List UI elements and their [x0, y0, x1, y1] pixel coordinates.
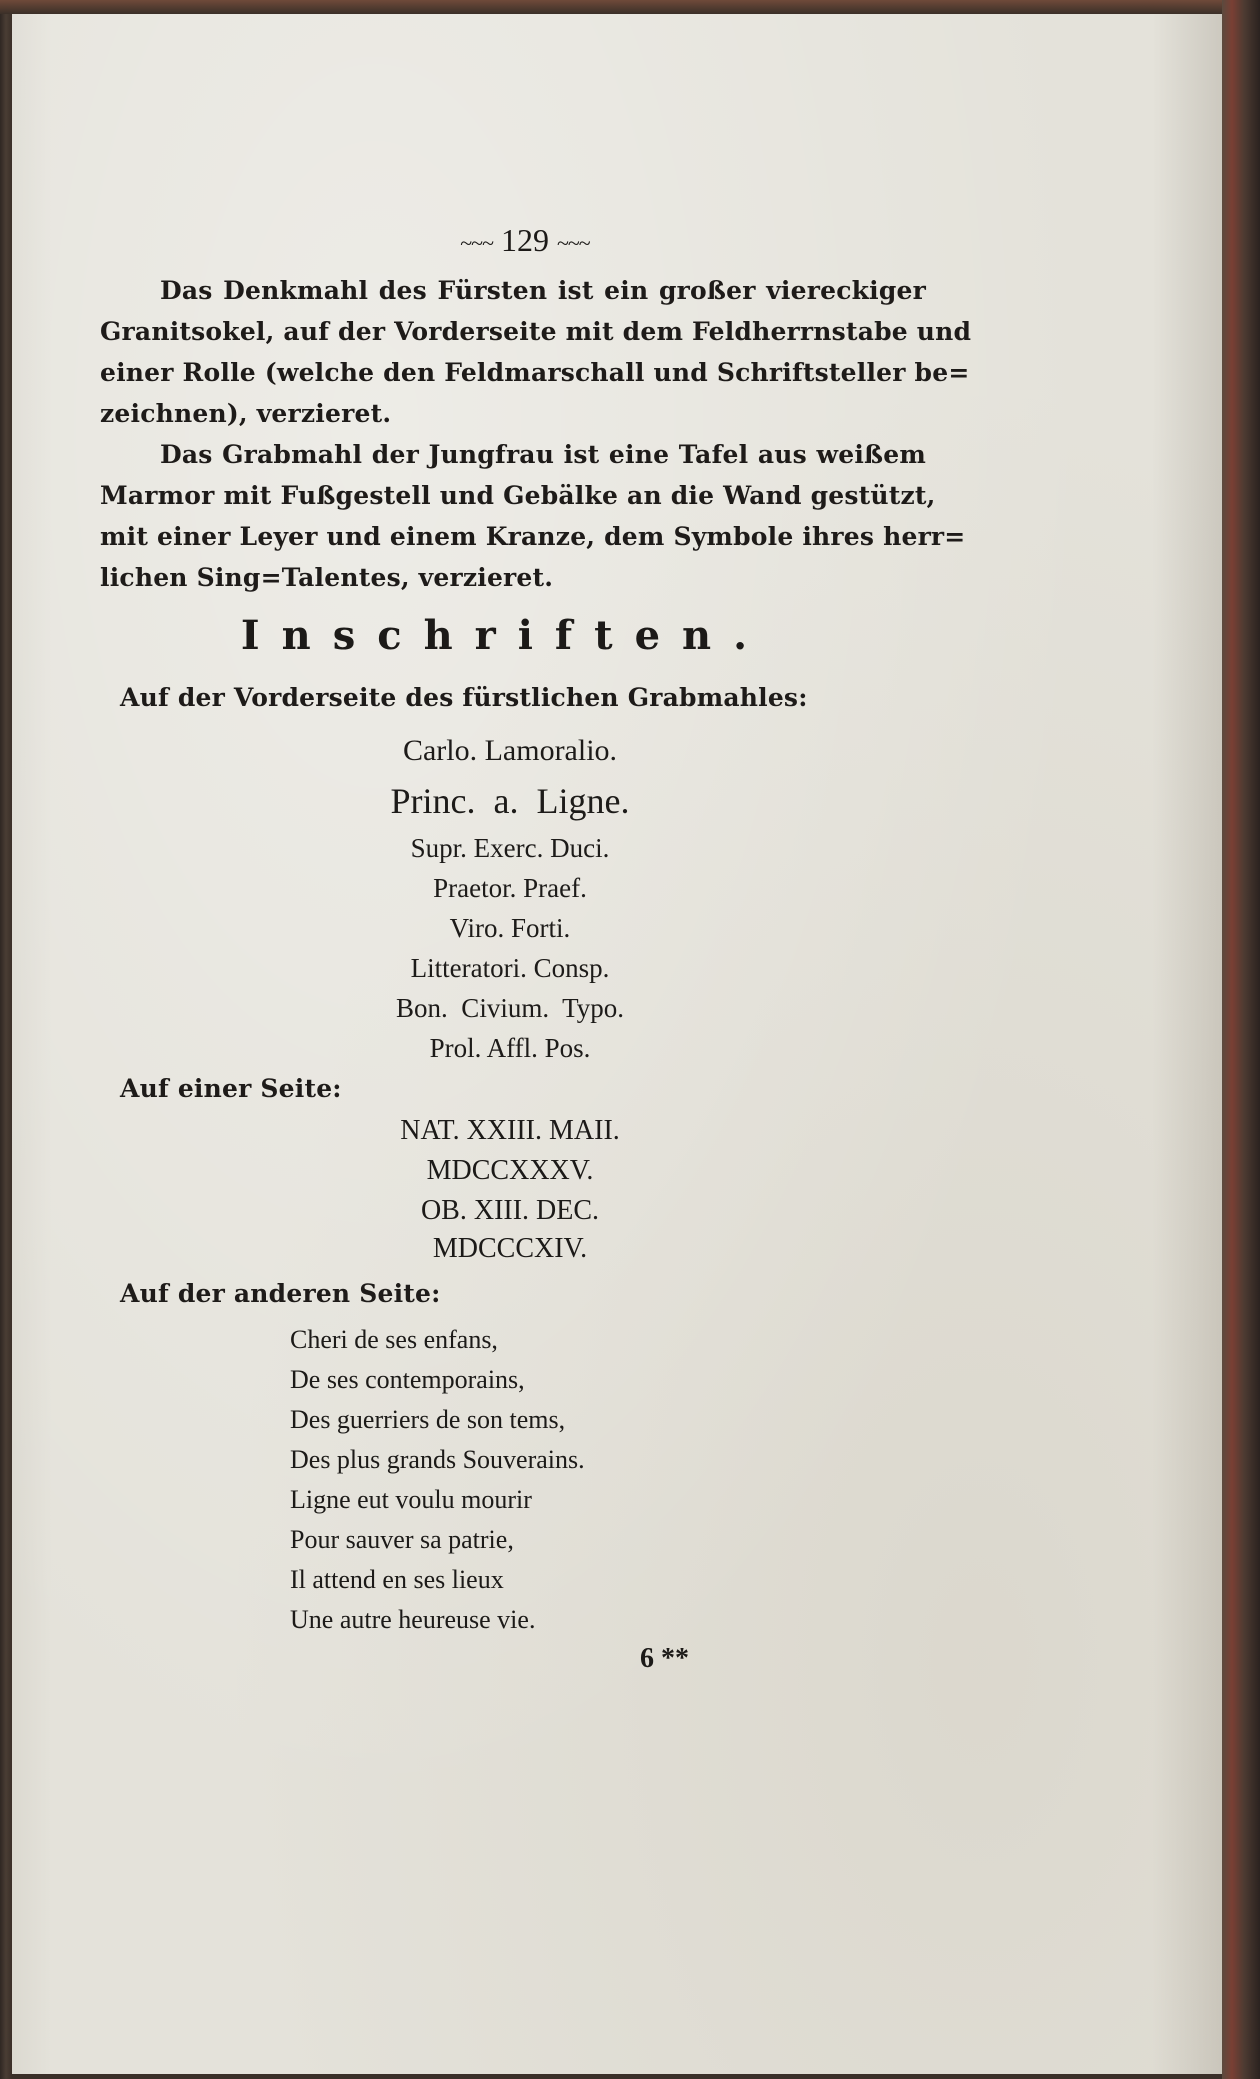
side1-inscription-line-3: OB. XIII. DEC. [420, 1195, 600, 1226]
paragraph1-line-1: Das Denkmahl des Fürsten ist ein großer viereckiger [160, 276, 926, 305]
front-inscription-line-7: Bon. Civium. Typo. [396, 993, 624, 1023]
paragraph2-line-4: lichen Sing=Talentes, verzieret. [100, 563, 554, 592]
signature-mark: 6 ** [640, 1643, 689, 1674]
side2-poem-line-8: Une autre heureuse vie. [290, 1605, 536, 1634]
front-inscription-line-3: Supr. Exerc. Duci. [410, 833, 610, 863]
front-inscription-line-1: Carlo. Lamoralio. [402, 734, 618, 767]
header-ornament-right: ~~~ [557, 230, 590, 256]
side2-poem-line-2: De ses contemporains, [290, 1365, 525, 1394]
front-inscription-line-2: Princ. a. Ligne. [390, 781, 630, 821]
page-header [400, 222, 650, 259]
side2-label: Auf der anderen Seite: [120, 1279, 441, 1308]
side1-inscription-line-4: MDCCCXIV. [432, 1233, 588, 1264]
paragraph1-line-3: einer Rolle (welche den Feldmarschall und Schriftsteller be= [100, 358, 970, 387]
side2-poem-line-4: Des plus grands Souverains. [290, 1445, 585, 1474]
side2-poem-line-6: Pour sauver sa patrie, [290, 1525, 514, 1554]
paragraph1-line-2: Granitsokel, auf der Vorderseite mit dem Feldherrnstabe und [100, 317, 972, 346]
side2-poem-line-3: Des guerriers de son tems, [290, 1405, 566, 1434]
front-inscription-line-5: Viro. Forti. [449, 913, 571, 943]
front-label: Auf der Vorderseite des fürstlichen Grabmahles: [120, 683, 808, 712]
side1-label: Auf einer Seite: [120, 1074, 342, 1103]
page-number: 129 [501, 222, 549, 258]
front-inscription-line-8: Prol. Affl. Pos. [429, 1033, 591, 1063]
header-ornament-left: ~~~ [460, 230, 493, 256]
side2-poem-line-7: Il attend en ses lieux [290, 1565, 504, 1594]
paragraph2-line-2: Marmor mit Fußgestell und Gebälke an die Wand gestützt, [100, 481, 936, 510]
side1-inscription-line-1: NAT. XXIII. MAII. [400, 1115, 620, 1146]
book-top-edge [0, 0, 1260, 14]
paragraph1-line-4: zeichnen), verzieret. [100, 399, 392, 428]
side1-inscription-line-2: MDCCXXXV. [426, 1155, 594, 1186]
paragraph2-line-1: Das Grabmahl der Jungfrau ist eine Tafel aus weißem [160, 440, 926, 469]
front-inscription-line-4: Praetor. Praef. [433, 873, 587, 903]
side2-poem-line-5: Ligne eut voulu mourir [290, 1485, 532, 1514]
book-binding-edge [1222, 0, 1260, 2079]
paragraph2-line-3: mit einer Leyer und einem Kranze, dem Symbole ihres herr= [100, 522, 966, 551]
front-inscription-line-6: Litteratori. Consp. [410, 953, 610, 983]
inscriptions-heading: Inschriften. [240, 612, 770, 659]
side2-poem-line-1: Cheri de ses enfans, [290, 1325, 498, 1354]
